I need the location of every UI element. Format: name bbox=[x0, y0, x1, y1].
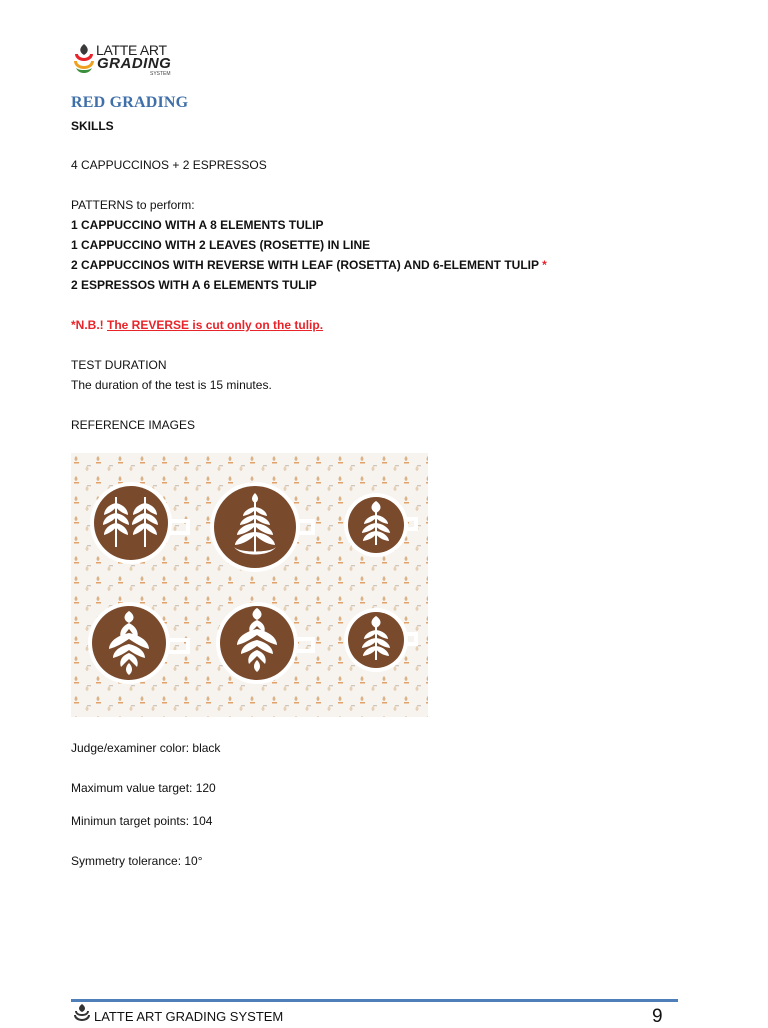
logo-text-line3: SYSTEM bbox=[150, 71, 171, 77]
pattern-item: 1 CAPPUCCINO WITH 2 LEAVES (ROSETTE) IN LINE bbox=[71, 238, 371, 252]
max-value-target: Maximum value target: 120 bbox=[71, 781, 216, 795]
skills-value: 4 CAPPUCCINOS + 2 ESPRESSOS bbox=[71, 158, 267, 172]
note bbox=[71, 315, 323, 335]
footer-divider bbox=[71, 999, 678, 1002]
test-duration-text: The duration of the test is 15 minutes. bbox=[71, 378, 272, 392]
symmetry-tolerance: Symmetry tolerance: 10° bbox=[71, 854, 203, 868]
pattern-item-text: 2 CAPPUCCINOS WITH REVERSE WITH LEAF (ROSETTA) AND 6-ELEMENT TULIP bbox=[71, 258, 539, 272]
logo-text-line2: GRADING bbox=[97, 55, 172, 72]
logo-text-line1: LATTE ART bbox=[96, 42, 167, 58]
footer-logo-icon bbox=[72, 1003, 92, 1023]
reference-latte-art-image bbox=[71, 453, 428, 717]
pattern-item: 1 CAPPUCCINO WITH A 8 ELEMENTS TULIP bbox=[71, 218, 324, 232]
latte-art-logo-icon bbox=[72, 42, 96, 74]
note-prefix: *N.B.! bbox=[71, 318, 104, 332]
note-text: The REVERSE is cut only on the tulip. bbox=[107, 318, 324, 332]
brand-logo bbox=[72, 42, 182, 78]
asterisk-marker: * bbox=[542, 258, 547, 272]
judge-color: Judge/examiner color: black bbox=[71, 741, 221, 755]
patterns-label: PATTERNS to perform: bbox=[71, 198, 195, 212]
min-target-points: Minimun target points: 104 bbox=[71, 814, 213, 828]
pattern-item bbox=[71, 255, 547, 275]
pattern-item: 2 ESPRESSOS WITH A 6 ELEMENTS TULIP bbox=[71, 278, 317, 292]
skills-label: SKILLS bbox=[71, 119, 114, 133]
footer-text: LATTE ART GRADING SYSTEM bbox=[94, 1009, 284, 1024]
test-duration-label: TEST DURATION bbox=[71, 358, 167, 372]
reference-images-label: REFERENCE IMAGES bbox=[71, 418, 196, 432]
page-number: 9 bbox=[652, 1006, 663, 1027]
page-title: RED GRADING bbox=[71, 94, 189, 111]
